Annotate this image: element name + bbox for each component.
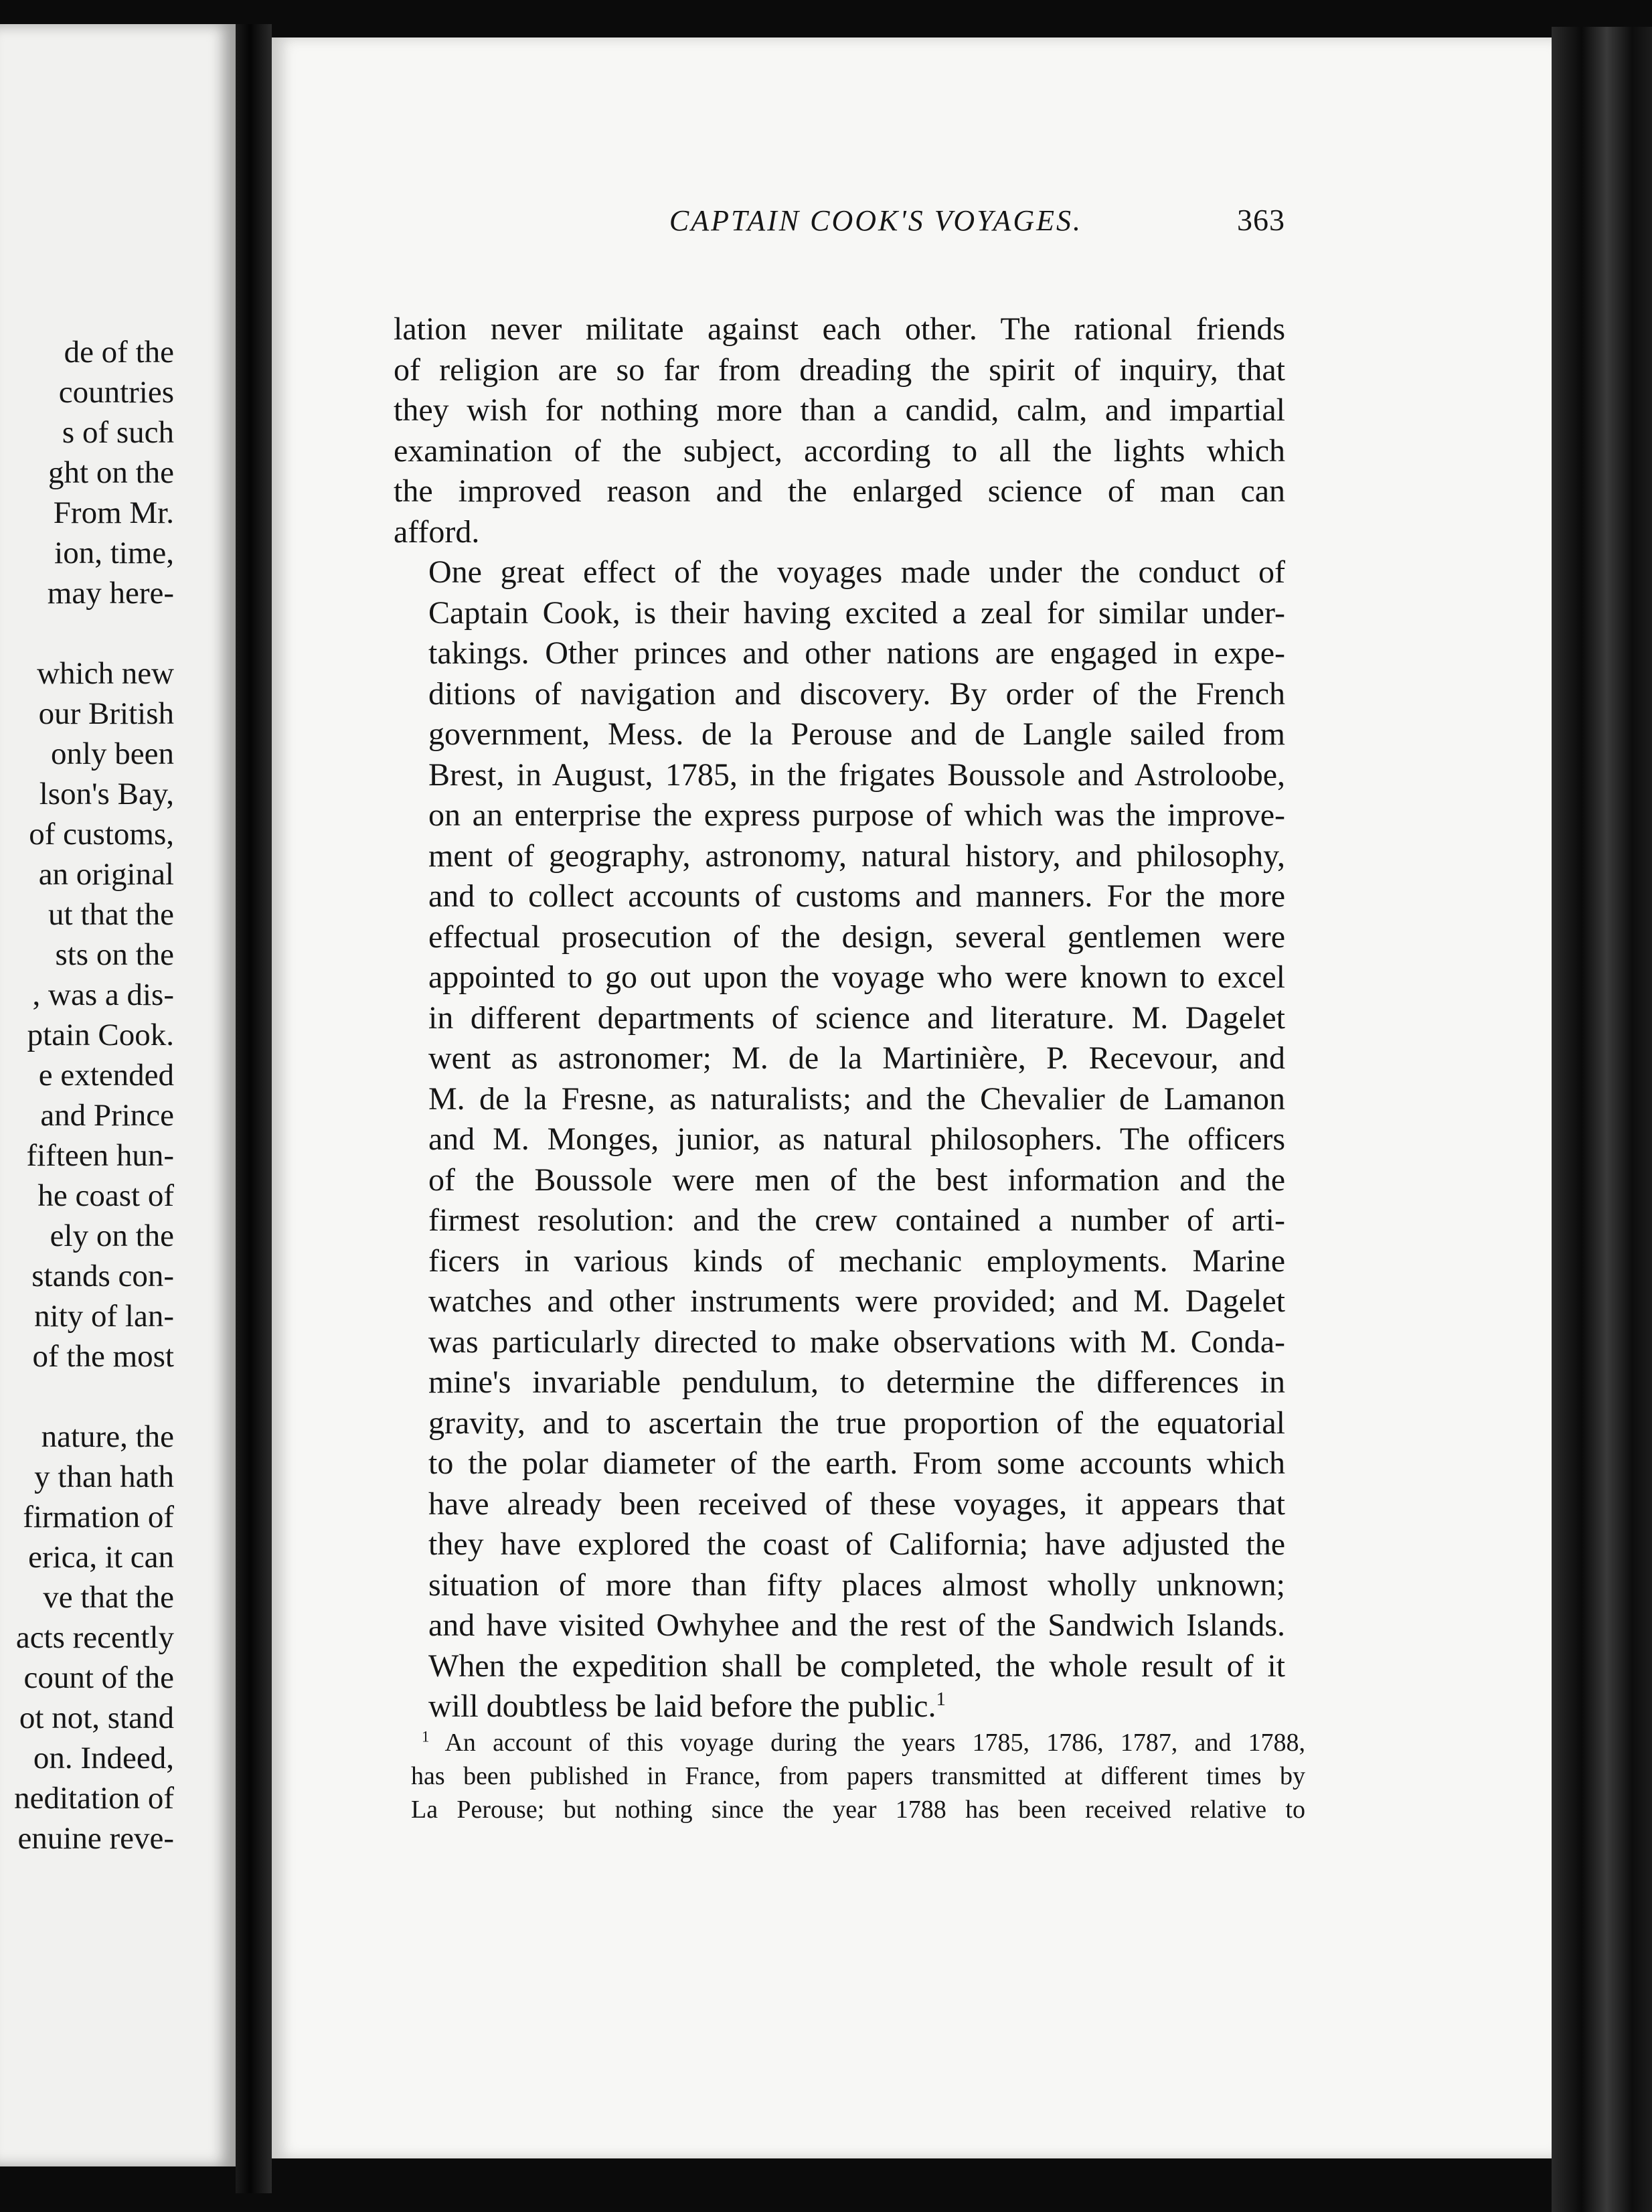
left-page-line xyxy=(14,613,174,653)
text-line: Brest, in August, 1785, in the frigates Boussole and Astroloobe, xyxy=(428,757,1285,793)
left-page-line: ot not, stand xyxy=(19,1701,174,1735)
text-line: Captain Cook, is their having excited a zeal for similar under- xyxy=(428,595,1285,631)
footnote-text: An account of this voyage during the years 1785, 1786, 1787, and 1788, xyxy=(444,1729,1305,1757)
footnote-line xyxy=(411,1759,1305,1793)
text-line: gravity, and to ascertain the true proportion of the equatorial xyxy=(428,1405,1285,1441)
left-page-line: enuine reve- xyxy=(17,1821,174,1856)
left-page-line: and Prince xyxy=(40,1098,174,1133)
left-page xyxy=(0,24,236,2166)
text-line: of the Boussole were men of the best information and the xyxy=(428,1162,1285,1198)
left-page-line: lson's Bay, xyxy=(39,777,174,811)
text-line: appointed to go out upon the voyage who were known to excel xyxy=(428,959,1285,995)
left-page-line: ut that the xyxy=(48,897,174,932)
footnote-line xyxy=(411,1793,1305,1826)
left-page-line: de of the xyxy=(64,335,174,370)
left-page-line: stands con- xyxy=(31,1259,174,1293)
left-page-line: , was a dis- xyxy=(32,977,174,1012)
left-page-line: count of the xyxy=(23,1660,174,1695)
left-page-line: ght on the xyxy=(48,455,174,490)
left-page-line xyxy=(14,1376,174,1417)
book-gutter xyxy=(236,24,272,2193)
text-line: the improved reason and the enlarged science of man can xyxy=(394,473,1285,509)
text-line: of religion are so far from dreading the spirit of inquiry, that xyxy=(394,351,1285,388)
text-line: takings. Other princes and other nations are engaged in expe- xyxy=(428,635,1285,671)
left-page-line: e extended xyxy=(38,1058,174,1093)
footnote-line xyxy=(411,1726,1305,1759)
text-line: M. de la Fresne, as naturalists; and the Chevalier de Lamanon xyxy=(428,1081,1285,1117)
left-page-line: an original xyxy=(38,857,174,892)
paragraph-1 xyxy=(394,309,1285,552)
text-line: effectual prosecution of the design, several gentlemen were xyxy=(428,919,1285,955)
text-line: to the polar diameter of the earth. From some accounts which xyxy=(428,1445,1285,1481)
text-line: lation never militate against each other. The rational friends xyxy=(394,311,1285,347)
left-page-line: s of such xyxy=(62,415,174,450)
left-page-line: our British xyxy=(38,696,174,731)
text-line: and have visited Owhyhee and the rest of the Sandwich Islands. xyxy=(428,1607,1285,1643)
left-page-line: of customs, xyxy=(29,817,174,852)
left-page-line: on. Indeed, xyxy=(33,1741,174,1775)
running-head xyxy=(388,202,1285,238)
text-line: will doubtless be laid before the public.$^1$ xyxy=(428,1688,946,1724)
left-page-line: y than hath xyxy=(34,1459,174,1494)
text-line: on an enterprise the express purpose of which was the improve- xyxy=(428,797,1285,833)
left-page-line: which new xyxy=(37,656,174,691)
footnote xyxy=(411,1726,1305,1826)
footnote-marker: 1 xyxy=(422,1728,430,1745)
text-line: ditions of navigation and discovery. By order of the French xyxy=(428,676,1285,712)
page-number: 363 xyxy=(1237,203,1285,237)
text-line: One great effect of the voyages made under the conduct of xyxy=(428,554,1285,590)
left-page-line: only been xyxy=(50,736,174,771)
running-head-title: CAPTAIN COOK'S VOYAGES. xyxy=(669,204,1083,237)
footnote-reference: 1 xyxy=(936,1688,946,1710)
left-page-line: of the most xyxy=(32,1339,174,1374)
left-page-line: sts on the xyxy=(55,937,174,972)
left-page-text xyxy=(14,332,174,1859)
footnote-text: has been published in France, from papers transmitted at different times by xyxy=(411,1762,1305,1790)
left-page-line: ion, time, xyxy=(54,536,174,570)
paragraph-2 xyxy=(394,552,1285,1727)
left-page-line: firmation of xyxy=(23,1500,174,1534)
text-line: was particularly directed to make observations with M. Conda- xyxy=(428,1324,1285,1360)
text-line: situation of more than fifty places almost wholly unknown; xyxy=(428,1567,1285,1603)
left-page-line: ely on the xyxy=(50,1218,174,1253)
text-line: and to collect accounts of customs and manners. For the more xyxy=(428,878,1285,914)
text-line: government, Mess. de la Perouse and de Langle sailed from xyxy=(428,716,1285,752)
text-line: they have explored the coast of California; have adjusted the xyxy=(428,1526,1285,1562)
left-page-line: may here- xyxy=(47,576,174,611)
text-line: When the expedition shall be completed, the whole result of it xyxy=(428,1648,1285,1684)
page-edge xyxy=(1552,27,1652,2212)
text-line: examination of the subject, according to all the lights which xyxy=(394,432,1285,469)
footnote-text: La Perouse; but nothing since the year 1788 has been received relative to xyxy=(411,1796,1305,1824)
left-page-line: nature, the xyxy=(41,1419,174,1454)
left-page-line: he coast of xyxy=(37,1178,174,1213)
left-page-line: ptain Cook. xyxy=(27,1018,174,1052)
left-page-line: ve that the xyxy=(43,1580,174,1615)
text-line: and M. Monges, junior, as natural philosophers. The officers xyxy=(428,1121,1285,1157)
text-line: firmest resolution: and the crew contained a number of arti- xyxy=(428,1202,1285,1238)
left-page-line: acts recently xyxy=(15,1620,174,1655)
left-page-line: fifteen hun- xyxy=(26,1138,174,1173)
text-line: watches and other instruments were provided; and M. Dagelet xyxy=(428,1283,1285,1319)
body-text xyxy=(394,309,1285,1727)
left-page-line: neditation of xyxy=(14,1781,174,1816)
text-line: afford. xyxy=(394,514,480,550)
text-line: went as astronomer; M. de la Martinière, P. Recevour, and xyxy=(428,1040,1285,1076)
text-line: mine's invariable pendulum, to determine the differences in xyxy=(428,1364,1285,1400)
text-line: in different departments of science and literature. M. Dagelet xyxy=(428,1000,1285,1036)
left-page-line: From Mr. xyxy=(53,495,174,530)
text-line: they wish for nothing more than a candid, calm, and impartial xyxy=(394,392,1285,428)
left-page-line: countries xyxy=(58,375,174,410)
text-line: ficers in various kinds of mechanic employments. Marine xyxy=(428,1243,1285,1279)
text-line: have already been received of these voyages, it appears that xyxy=(428,1486,1285,1522)
left-page-line: nity of lan- xyxy=(34,1299,174,1334)
left-page-line: erica, it can xyxy=(28,1540,174,1575)
text-line: ment of geography, astronomy, natural history, and philosophy, xyxy=(428,838,1285,874)
